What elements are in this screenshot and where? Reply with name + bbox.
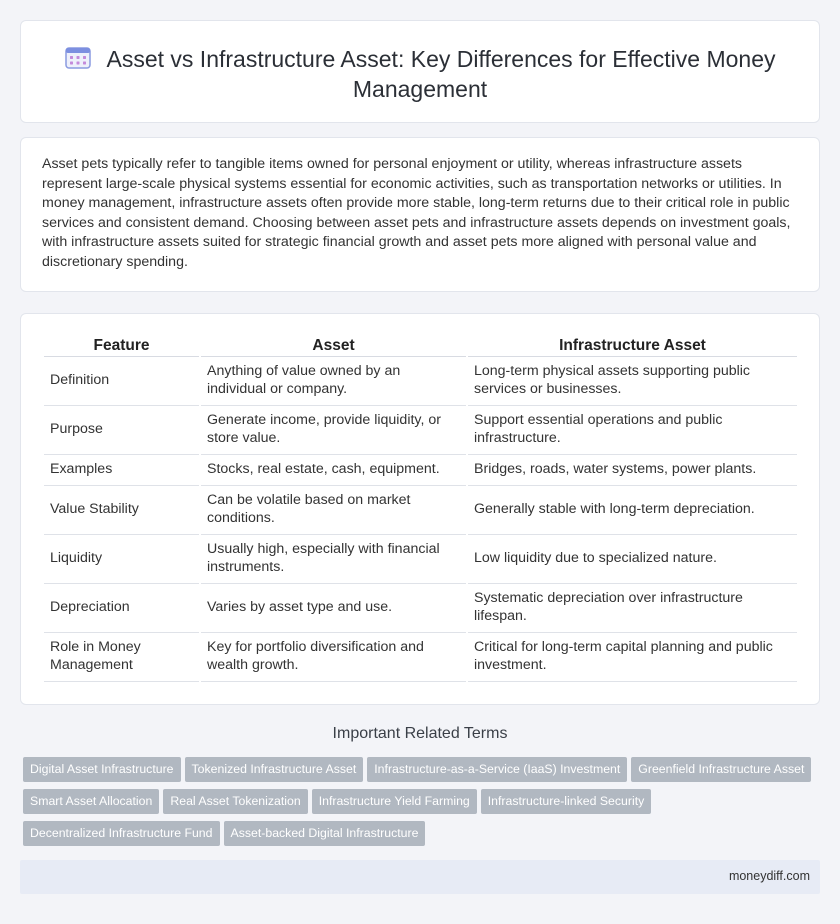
table-cell-feature: Role in Money Management [44,633,199,682]
table-row [44,486,797,535]
related-term-tag[interactable]: Digital Asset Infrastructure [23,757,181,782]
footer-site-link[interactable]: moneydiff.com [728,869,810,883]
intro-paragraph: Asset pets typically refer to tangible items owned for personal enjoyment or utility, whereas infrastructure assets represent large-scale physical systems essential for economic activities, such as transportation networks or utilities. In money management, infrastructure assets often provide more stable, long-term returns due to their critical role in public services and consistent demand. Choosing between asset pets and infrastructure assets depends on investment goals, with infrastructure assets suited for strategic financial growth and asset pets more aligned with personal value and discretionary spending. [42,156,791,270]
table-cell-asset: Anything of value owned by an individual or company. [201,357,466,406]
related-term-tag[interactable]: Tokenized Infrastructure Asset [185,757,364,782]
related-term-tag[interactable]: Asset-backed Digital Infrastructure [224,821,426,846]
table-row [44,357,797,406]
intro-card [20,137,820,292]
related-terms-list [23,757,823,853]
column-header-infrastructure-asset: Infrastructure Asset [468,334,797,357]
related-term-tag[interactable]: Smart Asset Allocation [23,789,159,814]
table-cell-feature: Value Stability [44,486,199,535]
tag-row [23,821,823,853]
calendar-grid-icon [65,47,91,69]
tag-row [23,757,823,789]
table-cell-asset: Usually high, especially with financial instruments. [201,535,466,584]
related-term-tag[interactable]: Infrastructure-as-a-Service (IaaS) Investment [367,757,627,782]
table-cell-infrastructure: Critical for long-term capital planning and public investment. [468,633,797,682]
related-term-tag[interactable]: Infrastructure Yield Farming [312,789,477,814]
page-title-text: Asset vs Infrastructure Asset: Key Differences for Effective Money Management [106,46,776,102]
table-cell-asset: Varies by asset type and use. [201,584,466,633]
table-cell-infrastructure: Long-term physical assets supporting public services or businesses. [468,357,797,406]
table-cell-feature: Liquidity [44,535,199,584]
column-header-asset: Asset [201,334,466,357]
page-title [21,44,819,104]
footer [20,860,820,894]
comparison-table [42,334,799,682]
comparison-table-card [20,313,820,705]
table-cell-asset: Can be volatile based on market conditions. [201,486,466,535]
table-cell-feature: Purpose [44,406,199,455]
related-term-tag[interactable]: Infrastructure-linked Security [481,789,652,814]
table-row [44,633,797,682]
tag-row [23,789,823,821]
related-terms-title: Important Related Terms [332,725,508,742]
table-cell-feature: Depreciation [44,584,199,633]
related-term-tag[interactable]: Decentralized Infrastructure Fund [23,821,220,846]
related-term-tag[interactable]: Greenfield Infrastructure Asset [631,757,811,782]
column-header-feature: Feature [44,334,199,357]
table-cell-infrastructure: Support essential operations and public infrastructure. [468,406,797,455]
table-cell-feature: Definition [44,357,199,406]
table-row [44,535,797,584]
table-row [44,406,797,455]
table-cell-feature: Examples [44,455,199,486]
table-cell-asset: Key for portfolio diversification and wealth growth. [201,633,466,682]
title-card [20,20,820,123]
table-cell-infrastructure: Generally stable with long-term depreciation. [468,486,797,535]
table-row [44,455,797,486]
table-cell-infrastructure: Bridges, roads, water systems, power plants. [468,455,797,486]
table-row [44,584,797,633]
table-cell-asset: Generate income, provide liquidity, or store value. [201,406,466,455]
table-cell-infrastructure: Systematic depreciation over infrastructure lifespan. [468,584,797,633]
table-cell-infrastructure: Low liquidity due to specialized nature. [468,535,797,584]
table-cell-asset: Stocks, real estate, cash, equipment. [201,455,466,486]
related-term-tag[interactable]: Real Asset Tokenization [163,789,307,814]
table-header-row [44,334,797,357]
